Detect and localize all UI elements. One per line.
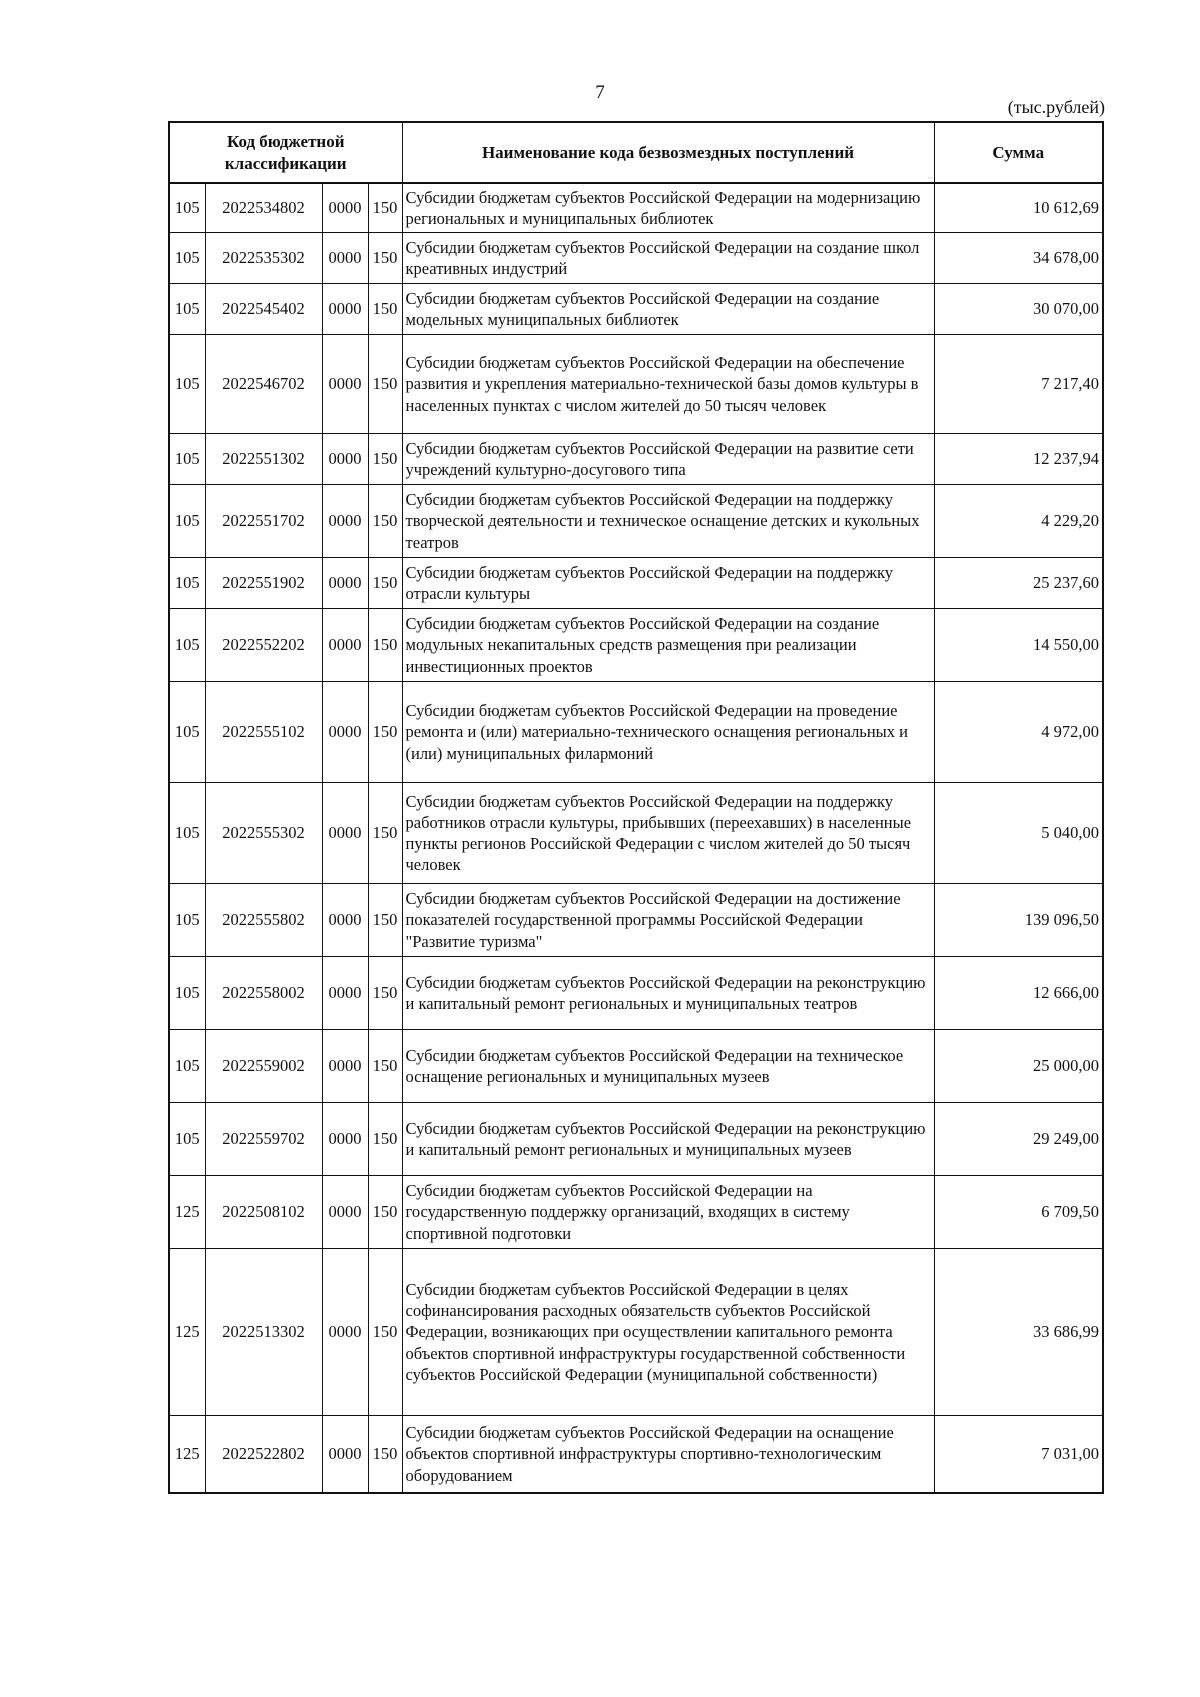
subtype-code-cell: 0000 <box>322 183 368 233</box>
group-code-cell: 150 <box>368 957 402 1030</box>
table-row <box>169 335 1103 434</box>
group-code-cell: 150 <box>368 233 402 284</box>
amount-cell: 4 972,00 <box>934 682 1103 783</box>
header-code: Код бюджетной классификации <box>169 122 402 183</box>
group-code-cell: 150 <box>368 1416 402 1494</box>
revenue-name-cell: Субсидии бюджетам субъектов Российской Федерации в целях софинансирования расходных обязательств субъектов Российской Федерации, возникающих при осуществлении капитального ремонта объектов спортивной инфраструктуры государственной собственности субъектов Российской Федерации (муниципальной собственности) <box>402 1249 934 1416</box>
admin-code-cell: 105 <box>169 558 205 609</box>
subtype-code-cell: 0000 <box>322 957 368 1030</box>
revenue-name-cell: Субсидии бюджетам субъектов Российской Федерации на государственную поддержку организаций, входящих в систему спортивной подготовки <box>402 1176 934 1249</box>
table-row <box>169 1103 1103 1176</box>
admin-code-cell: 125 <box>169 1249 205 1416</box>
budget-code-cell: 2022546702 <box>205 335 322 434</box>
table-row <box>169 1416 1103 1494</box>
amount-cell: 25 000,00 <box>934 1030 1103 1103</box>
group-code-cell: 150 <box>368 783 402 884</box>
amount-cell: 29 249,00 <box>934 1103 1103 1176</box>
table-header-row <box>169 122 1103 183</box>
group-code-cell: 150 <box>368 434 402 485</box>
subtype-code-cell: 0000 <box>322 783 368 884</box>
amount-cell: 7 217,40 <box>934 335 1103 434</box>
admin-code-cell: 105 <box>169 233 205 284</box>
revenue-name-cell: Субсидии бюджетам субъектов Российской Федерации на поддержку отрасли культуры <box>402 558 934 609</box>
group-code-cell: 150 <box>368 335 402 434</box>
subtype-code-cell: 0000 <box>322 609 368 682</box>
amount-cell: 10 612,69 <box>934 183 1103 233</box>
revenue-name-cell: Субсидии бюджетам субъектов Российской Федерации на техническое оснащение региональных и муниципальных музеев <box>402 1030 934 1103</box>
revenue-name-cell: Субсидии бюджетам субъектов Российской Федерации на достижение показателей государственной программы Российской Федерации "Развитие туризма" <box>402 884 934 957</box>
revenue-name-cell: Субсидии бюджетам субъектов Российской Федерации на создание модельных муниципальных библиотек <box>402 284 934 335</box>
page-number: 7 <box>595 82 605 103</box>
subtype-code-cell: 0000 <box>322 1249 368 1416</box>
table-row <box>169 485 1103 558</box>
units-label: (тыс.рублей) <box>1007 97 1105 117</box>
revenue-name-cell: Субсидии бюджетам субъектов Российской Федерации на поддержку работников отрасли культуры, прибывших (переехавших) в населенные пункты регионов Российской Федерации с числом жителей до 50 тысяч человек <box>402 783 934 884</box>
budget-code-cell: 2022552202 <box>205 609 322 682</box>
admin-code-cell: 125 <box>169 1176 205 1249</box>
subtype-code-cell: 0000 <box>322 284 368 335</box>
revenue-name-cell: Субсидии бюджетам субъектов Российской Федерации на поддержку творческой деятельности и техническое оснащение детских и кукольных театров <box>402 485 934 558</box>
table-row <box>169 783 1103 884</box>
table-row <box>169 233 1103 284</box>
subtype-code-cell: 0000 <box>322 1176 368 1249</box>
budget-code-cell: 2022551302 <box>205 434 322 485</box>
subtype-code-cell: 0000 <box>322 434 368 485</box>
table-row <box>169 609 1103 682</box>
budget-code-cell: 2022555102 <box>205 682 322 783</box>
budget-code-cell: 2022558002 <box>205 957 322 1030</box>
table-row <box>169 183 1103 233</box>
revenue-name-cell: Субсидии бюджетам субъектов Российской Федерации на оснащение объектов спортивной инфраструктуры спортивно-технологическим оборудованием <box>402 1416 934 1494</box>
group-code-cell: 150 <box>368 609 402 682</box>
group-code-cell: 150 <box>368 1030 402 1103</box>
subtype-code-cell: 0000 <box>322 485 368 558</box>
group-code-cell: 150 <box>368 682 402 783</box>
group-code-cell: 150 <box>368 183 402 233</box>
budget-code-cell: 2022535302 <box>205 233 322 284</box>
table-row <box>169 884 1103 957</box>
amount-cell: 12 666,00 <box>934 957 1103 1030</box>
budget-code-cell: 2022551902 <box>205 558 322 609</box>
amount-cell: 12 237,94 <box>934 434 1103 485</box>
admin-code-cell: 105 <box>169 434 205 485</box>
group-code-cell: 150 <box>368 485 402 558</box>
amount-cell: 5 040,00 <box>934 783 1103 884</box>
revenue-name-cell: Субсидии бюджетам субъектов Российской Федерации на реконструкцию и капитальный ремонт региональных и муниципальных музеев <box>402 1103 934 1176</box>
amount-cell: 6 709,50 <box>934 1176 1103 1249</box>
revenue-name-cell: Субсидии бюджетам субъектов Российской Федерации на модернизацию региональных и муниципальных библиотек <box>402 183 934 233</box>
header-name: Наименование кода безвозмездных поступлений <box>402 122 934 183</box>
admin-code-cell: 105 <box>169 1103 205 1176</box>
table-row <box>169 1176 1103 1249</box>
admin-code-cell: 105 <box>169 335 205 434</box>
admin-code-cell: 105 <box>169 609 205 682</box>
subtype-code-cell: 0000 <box>322 682 368 783</box>
amount-cell: 34 678,00 <box>934 233 1103 284</box>
amount-cell: 139 096,50 <box>934 884 1103 957</box>
group-code-cell: 150 <box>368 1176 402 1249</box>
budget-code-cell: 2022522802 <box>205 1416 322 1494</box>
budget-code-cell: 2022513302 <box>205 1249 322 1416</box>
budget-code-cell: 2022559002 <box>205 1030 322 1103</box>
table-row <box>169 558 1103 609</box>
subtype-code-cell: 0000 <box>322 335 368 434</box>
table-row <box>169 957 1103 1030</box>
subtype-code-cell: 0000 <box>322 1416 368 1494</box>
subtype-code-cell: 0000 <box>322 1030 368 1103</box>
table-row <box>169 434 1103 485</box>
admin-code-cell: 105 <box>169 682 205 783</box>
budget-code-cell: 2022555802 <box>205 884 322 957</box>
revenue-name-cell: Субсидии бюджетам субъектов Российской Федерации на развитие сети учреждений культурно-досугового типа <box>402 434 934 485</box>
amount-cell: 14 550,00 <box>934 609 1103 682</box>
table-body <box>169 183 1103 1493</box>
group-code-cell: 150 <box>368 1103 402 1176</box>
budget-code-cell: 2022555302 <box>205 783 322 884</box>
admin-code-cell: 105 <box>169 284 205 335</box>
table-row <box>169 284 1103 335</box>
table-row <box>169 1249 1103 1416</box>
admin-code-cell: 105 <box>169 783 205 884</box>
admin-code-cell: 125 <box>169 1416 205 1494</box>
subtype-code-cell: 0000 <box>322 558 368 609</box>
revenue-name-cell: Субсидии бюджетам субъектов Российской Федерации на реконструкцию и капитальный ремонт региональных и муниципальных театров <box>402 957 934 1030</box>
revenue-name-cell: Субсидии бюджетам субъектов Российской Федерации на проведение ремонта и (или) материально-технического оснащения региональных и (или) муниципальных филармоний <box>402 682 934 783</box>
budget-code-cell: 2022508102 <box>205 1176 322 1249</box>
header-sum: Сумма <box>934 122 1103 183</box>
budget-code-cell: 2022534802 <box>205 183 322 233</box>
group-code-cell: 150 <box>368 284 402 335</box>
subtype-code-cell: 0000 <box>322 1103 368 1176</box>
subtype-code-cell: 0000 <box>322 884 368 957</box>
revenue-name-cell: Субсидии бюджетам субъектов Российской Федерации на создание модульных некапитальных средств размещения при реализации инвестиционных проектов <box>402 609 934 682</box>
amount-cell: 25 237,60 <box>934 558 1103 609</box>
group-code-cell: 150 <box>368 558 402 609</box>
admin-code-cell: 105 <box>169 884 205 957</box>
amount-cell: 30 070,00 <box>934 284 1103 335</box>
budget-code-cell: 2022559702 <box>205 1103 322 1176</box>
admin-code-cell: 105 <box>169 1030 205 1103</box>
budget-table <box>168 121 1104 1494</box>
group-code-cell: 150 <box>368 884 402 957</box>
subtype-code-cell: 0000 <box>322 233 368 284</box>
table-row <box>169 682 1103 783</box>
admin-code-cell: 105 <box>169 485 205 558</box>
revenue-name-cell: Субсидии бюджетам субъектов Российской Федерации на создание школ креативных индустрий <box>402 233 934 284</box>
group-code-cell: 150 <box>368 1249 402 1416</box>
budget-code-cell: 2022551702 <box>205 485 322 558</box>
amount-cell: 7 031,00 <box>934 1416 1103 1494</box>
revenue-name-cell: Субсидии бюджетам субъектов Российской Федерации на обеспечение развития и укрепления материально-технической базы домов культуры в населенных пунктах с числом жителей до 50 тысяч человек <box>402 335 934 434</box>
budget-code-cell: 2022545402 <box>205 284 322 335</box>
amount-cell: 4 229,20 <box>934 485 1103 558</box>
admin-code-cell: 105 <box>169 957 205 1030</box>
admin-code-cell: 105 <box>169 183 205 233</box>
table-row <box>169 1030 1103 1103</box>
amount-cell: 33 686,99 <box>934 1249 1103 1416</box>
